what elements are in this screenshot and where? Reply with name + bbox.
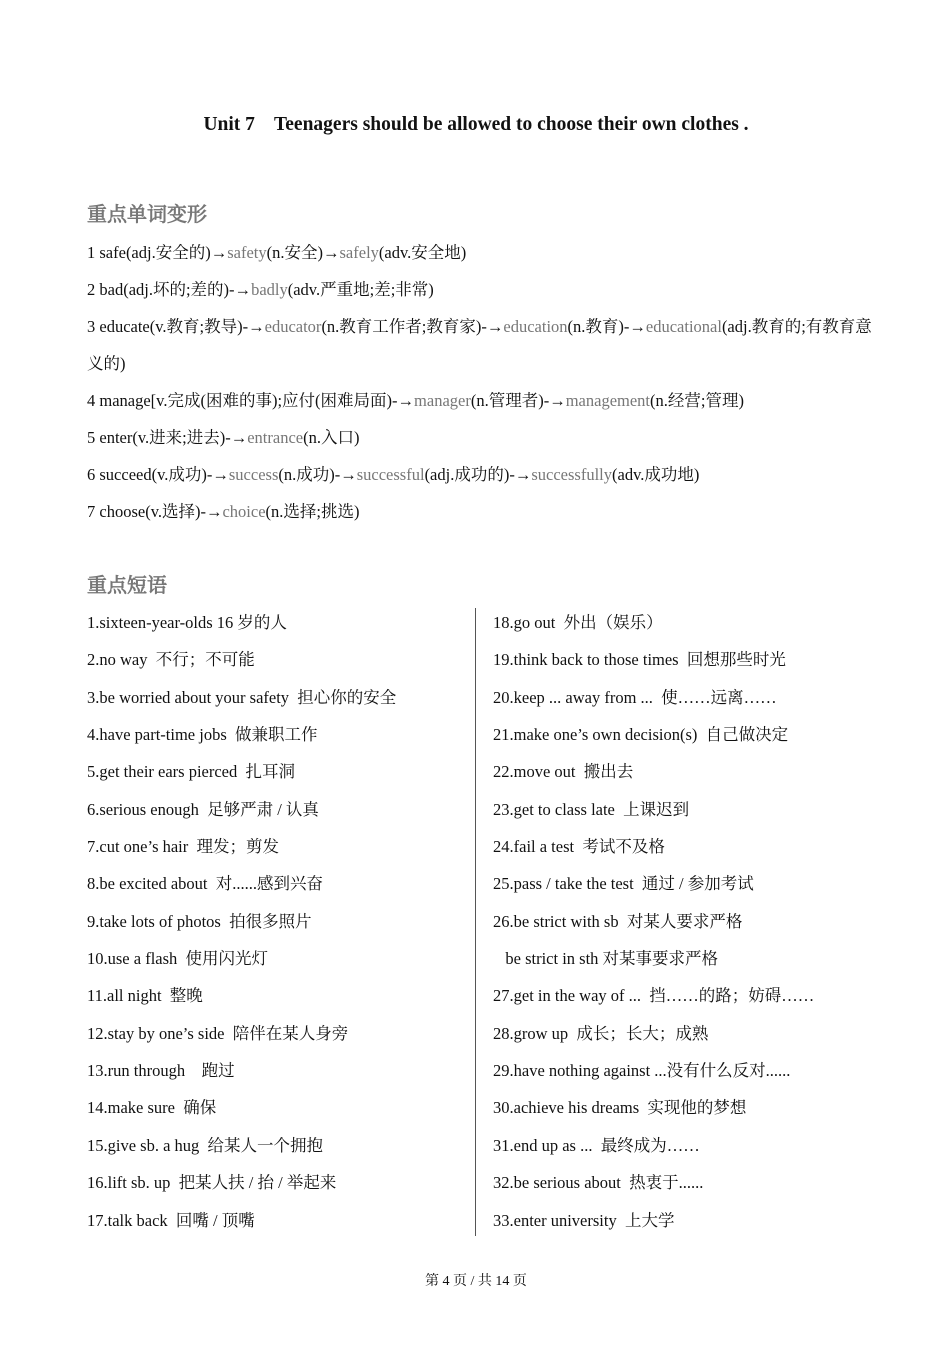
phrase-item: 11.all night 整晚 bbox=[87, 986, 203, 1006]
word-form-line bbox=[87, 493, 887, 530]
derived-word: entrance bbox=[247, 428, 304, 447]
word-form-text: (n.教育)-→ bbox=[567, 317, 646, 336]
phrase-item: 7.cut one’s hair 理发；剪发 bbox=[87, 837, 280, 857]
derived-word: successful bbox=[356, 465, 425, 484]
derived-word: success bbox=[228, 465, 279, 484]
word-form-line bbox=[87, 382, 887, 419]
derived-word: management bbox=[565, 391, 651, 410]
word-form-text: 7 choose(v.选择)-→ bbox=[87, 502, 223, 521]
phrase-item: 22.move out 搬出去 bbox=[493, 762, 634, 782]
phrase-item: 6.serious enough 足够严肃 / 认真 bbox=[87, 799, 319, 819]
section-heading-word-forms: 重点单词变形 bbox=[87, 202, 207, 226]
phrase-item: 28.grow up 成长；长大；成熟 bbox=[493, 1023, 709, 1043]
derived-word: successfully bbox=[531, 465, 612, 484]
phrase-item: 31.end up as ... 最终成为…… bbox=[493, 1135, 700, 1155]
phrase-item: 16.lift sb. up 把某人扶 / 抬 / 举起来 bbox=[87, 1173, 337, 1193]
word-form-text: (n.成功)-→ bbox=[278, 465, 357, 484]
phrase-item: 26.be strict with sb 对某人要求严格 bbox=[493, 911, 743, 931]
phrase-item: 4.have part-time jobs 做兼职工作 bbox=[87, 725, 318, 745]
word-form-text: (adv.安全地) bbox=[378, 243, 467, 262]
phrase-item: be strict in sth 对某事要求严格 bbox=[493, 949, 719, 969]
phrase-item: 27.get in the way of ... 挡……的路；妨碍…… bbox=[493, 986, 815, 1006]
derived-word: safely bbox=[339, 243, 379, 262]
word-form-text: (n.安全)→ bbox=[266, 243, 340, 262]
page-footer: 第 4 页 / 共 14 页 bbox=[425, 1274, 527, 1289]
phrase-item: 25.pass / take the test 通过 / 参加考试 bbox=[493, 874, 754, 894]
phrase-item: 32.be serious about 热衷于...... bbox=[493, 1173, 704, 1193]
phrases-right-column bbox=[493, 604, 814, 1239]
phrase-item: 19.think back to those times 回想那些时光 bbox=[493, 650, 786, 670]
word-form-text: (adv.成功地) bbox=[612, 465, 700, 484]
word-form-text: (adj.成功的)-→ bbox=[424, 465, 532, 484]
word-form-text: (adj.教育的;有教育意义的) bbox=[87, 317, 872, 373]
section-heading-phrases: 重点短语 bbox=[87, 573, 167, 597]
phrase-item: 12.stay by one’s side 陪伴在某人身旁 bbox=[87, 1023, 349, 1043]
phrase-item: 23.get to class late 上课迟到 bbox=[493, 799, 690, 819]
word-form-text: 4 manage[v.完成(困难的事);应付(困难局面)-→ bbox=[87, 391, 415, 410]
phrase-item: 33.enter university 上大学 bbox=[493, 1210, 675, 1230]
word-form-text: (n.经营;管理) bbox=[650, 391, 744, 410]
phrase-item: 5.get their ears pierced 扎耳洞 bbox=[87, 762, 296, 782]
phrase-item: 24.fail a test 考试不及格 bbox=[493, 837, 665, 857]
derived-word: manager bbox=[414, 391, 471, 410]
phrase-item: 20.keep ... away from ... 使……远离…… bbox=[493, 687, 777, 707]
phrase-item: 3.be worried about your safety 担心你的安全 bbox=[87, 687, 397, 707]
word-form-text: (n.管理者)-→ bbox=[470, 391, 566, 410]
derived-word: badly bbox=[251, 280, 288, 299]
word-form-line bbox=[87, 419, 887, 456]
phrase-item: 9.take lots of photos 拍很多照片 bbox=[87, 911, 312, 931]
derived-word: educator bbox=[264, 317, 322, 336]
phrase-item: 13.run through 跑过 bbox=[87, 1061, 235, 1081]
derived-word: safety bbox=[227, 243, 267, 262]
phrase-item: 29.have nothing against ...没有什么反对...... bbox=[493, 1061, 791, 1081]
phrase-item: 2.no way 不行；不可能 bbox=[87, 650, 255, 670]
derived-word: education bbox=[503, 317, 568, 336]
word-form-text: 3 educate(v.教育;教导)-→ bbox=[87, 317, 265, 336]
word-form-text: (n.入口) bbox=[303, 428, 360, 447]
phrase-item: 8.be excited about 对......感到兴奋 bbox=[87, 874, 323, 894]
page-title: Unit 7 Teenagers should be allowed to choose their own clothes . bbox=[203, 114, 749, 135]
word-form-text: 5 enter(v.进来;进去)-→ bbox=[87, 428, 248, 447]
word-form-line bbox=[87, 271, 887, 308]
derived-word: choice bbox=[222, 502, 266, 521]
word-form-text: (n.教育工作者;教育家)-→ bbox=[321, 317, 504, 336]
word-form-line bbox=[87, 308, 887, 382]
phrase-item: 15.give sb. a hug 给某人一个拥抱 bbox=[87, 1135, 324, 1155]
word-form-line bbox=[87, 234, 887, 271]
column-divider bbox=[475, 608, 476, 1236]
word-form-text: (n.选择;挑选) bbox=[265, 502, 360, 521]
word-form-line bbox=[87, 456, 887, 493]
phrase-item: 21.make one’s own decision(s) 自己做决定 bbox=[493, 725, 789, 745]
phrase-item: 14.make sure 确保 bbox=[87, 1098, 217, 1118]
phrases-left-column bbox=[87, 604, 396, 1239]
phrase-item: 18.go out 外出（娱乐） bbox=[493, 613, 663, 632]
phrase-item: 17.talk back 回嘴 / 顶嘴 bbox=[87, 1210, 255, 1230]
phrase-item: 1.sixteen-year-olds 16 岁的人 bbox=[87, 613, 287, 632]
word-forms-list bbox=[87, 234, 887, 530]
derived-word: educational bbox=[645, 317, 722, 336]
word-form-text: 2 bad(adj.坏的;差的)-→ bbox=[87, 280, 252, 299]
word-form-text: 1 safe(adj.安全的)→ bbox=[87, 243, 228, 262]
phrase-item: 10.use a flash 使用闪光灯 bbox=[87, 949, 269, 969]
word-form-text: 6 succeed(v.成功)-→ bbox=[87, 465, 229, 484]
phrase-item: 30.achieve his dreams 实现他的梦想 bbox=[493, 1098, 747, 1118]
word-form-text: (adv.严重地;差;非常) bbox=[287, 280, 434, 299]
